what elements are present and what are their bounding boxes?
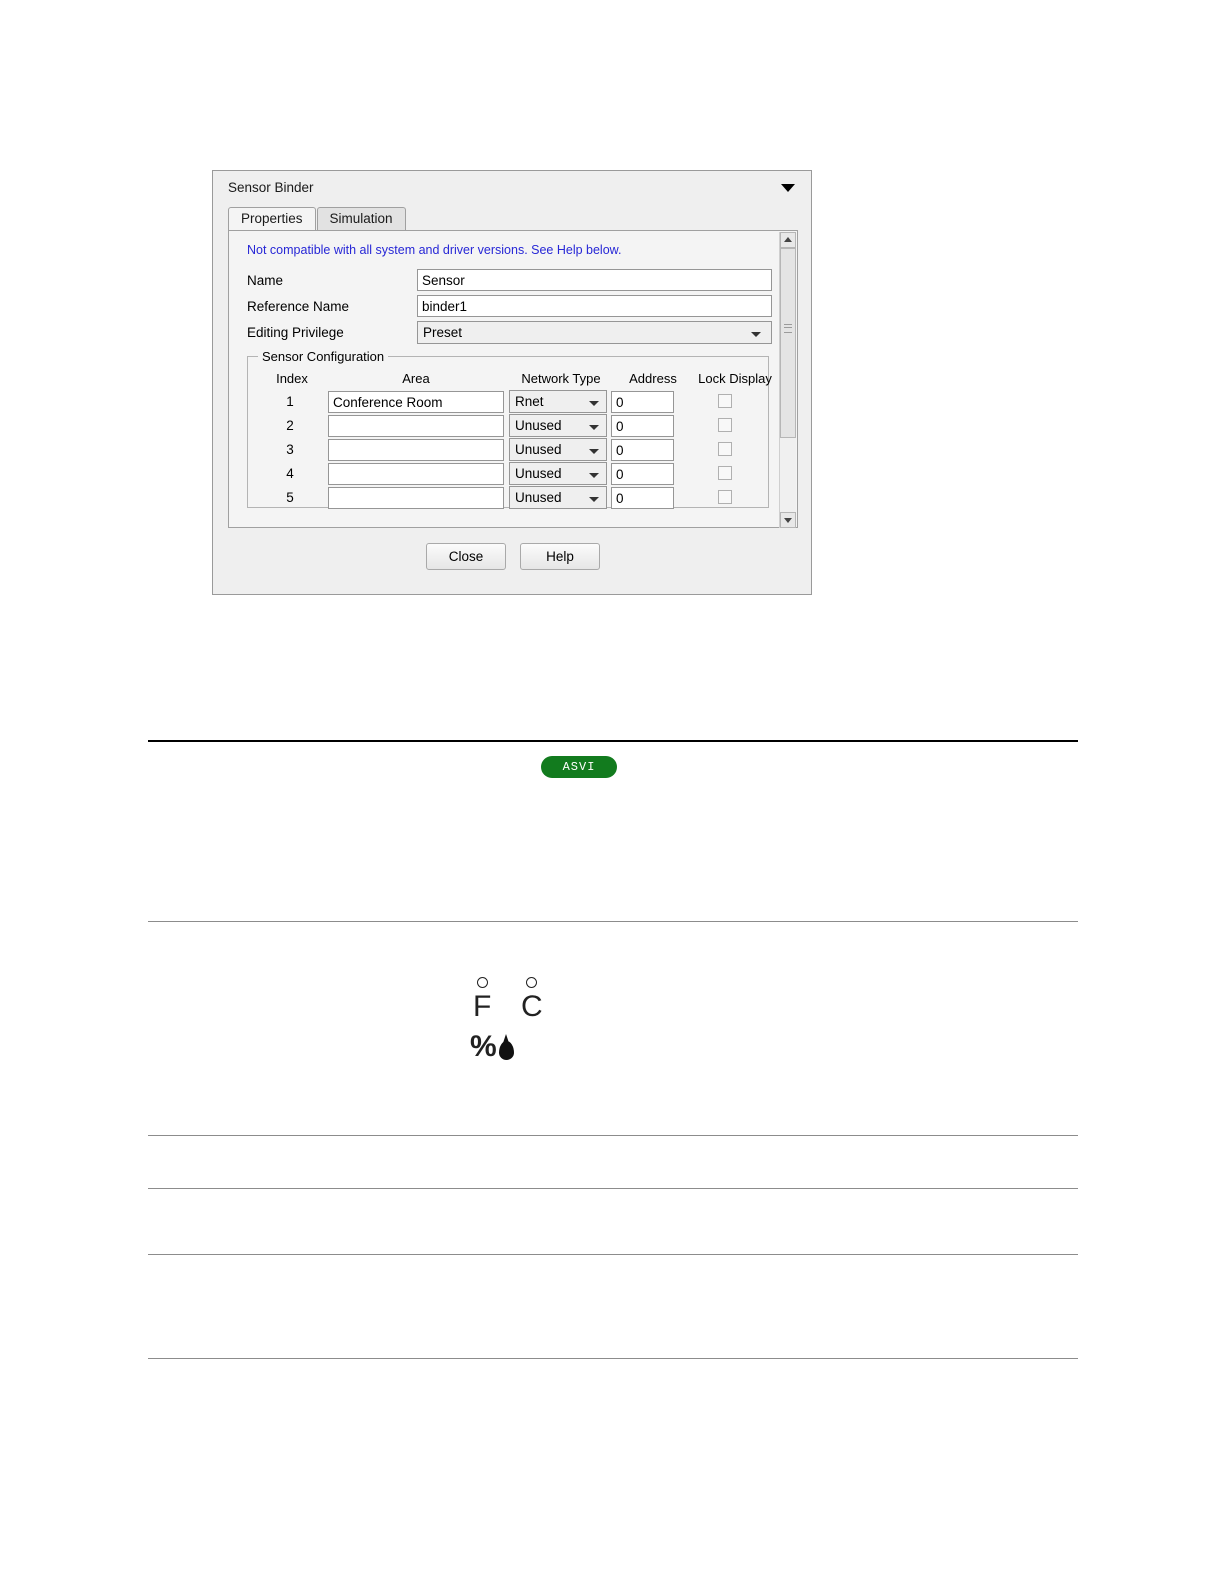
chevron-down-icon bbox=[589, 401, 599, 406]
chevron-down-icon[interactable] bbox=[781, 184, 795, 192]
chevron-down-icon bbox=[589, 473, 599, 478]
degree-ring-icon-f bbox=[477, 977, 488, 988]
percent-glyph: % bbox=[470, 1030, 497, 1063]
lock-display-checkbox[interactable] bbox=[718, 466, 732, 480]
table-row bbox=[248, 487, 768, 509]
network-type-value: Unused bbox=[515, 442, 562, 457]
table-row bbox=[248, 391, 768, 413]
lock-display-checkbox[interactable] bbox=[718, 418, 732, 432]
address-input[interactable] bbox=[611, 391, 674, 413]
help-button[interactable]: Help bbox=[520, 543, 600, 570]
row-index: 5 bbox=[286, 490, 294, 505]
fahrenheit-glyph: F bbox=[473, 990, 492, 1023]
dialog-title-bar bbox=[213, 171, 811, 205]
column-header-index: Index bbox=[276, 371, 308, 386]
area-input[interactable] bbox=[328, 463, 504, 485]
chevron-down-icon bbox=[751, 332, 761, 337]
sensor-configuration-title: Sensor Configuration bbox=[258, 349, 388, 364]
network-type-select[interactable] bbox=[509, 390, 607, 413]
editing-privilege-value: Preset bbox=[423, 324, 463, 340]
divider-5 bbox=[148, 1358, 1078, 1359]
network-type-select[interactable] bbox=[509, 486, 607, 509]
lock-display-checkbox[interactable] bbox=[718, 442, 732, 456]
chevron-down-icon bbox=[589, 497, 599, 502]
divider-3 bbox=[148, 1188, 1078, 1189]
sensor-binder-dialog bbox=[212, 170, 812, 595]
network-type-value: Unused bbox=[515, 490, 562, 505]
triangle-down-icon bbox=[784, 518, 792, 523]
area-input[interactable] bbox=[328, 391, 504, 413]
address-input[interactable] bbox=[611, 439, 674, 461]
scroll-up-button[interactable] bbox=[780, 232, 796, 248]
name-input[interactable] bbox=[417, 269, 772, 291]
reference-name-input[interactable] bbox=[417, 295, 772, 317]
reference-name-row bbox=[247, 295, 772, 317]
chevron-down-icon bbox=[589, 425, 599, 430]
network-type-value: Unused bbox=[515, 466, 562, 481]
row-index: 1 bbox=[286, 394, 294, 409]
address-input[interactable] bbox=[611, 463, 674, 485]
network-type-select[interactable] bbox=[509, 462, 607, 485]
divider-2 bbox=[148, 1135, 1078, 1136]
column-header-network-type: Network Type bbox=[521, 371, 601, 386]
properties-panel bbox=[228, 230, 798, 528]
scrollbar-thumb[interactable] bbox=[780, 248, 796, 438]
row-index: 3 bbox=[286, 442, 294, 457]
address-input[interactable] bbox=[611, 415, 674, 437]
editing-privilege-row bbox=[247, 321, 772, 343]
divider-4 bbox=[148, 1254, 1078, 1255]
degree-ring-icon-c bbox=[526, 977, 537, 988]
dialog-title: Sensor Binder bbox=[228, 180, 314, 195]
scroll-down-button[interactable] bbox=[780, 512, 796, 528]
area-input[interactable] bbox=[328, 487, 504, 509]
table-row bbox=[248, 439, 768, 461]
chevron-down-icon bbox=[589, 449, 599, 454]
tab-properties[interactable] bbox=[228, 207, 316, 230]
tab-properties-label: Properties bbox=[241, 211, 303, 226]
column-header-address: Address bbox=[629, 371, 677, 386]
table-row bbox=[248, 463, 768, 485]
tab-simulation-label: Simulation bbox=[329, 211, 393, 226]
network-type-value: Rnet bbox=[515, 394, 544, 409]
name-label: Name bbox=[247, 272, 284, 288]
celsius-glyph: C bbox=[521, 990, 543, 1023]
network-type-select[interactable] bbox=[509, 414, 607, 437]
network-type-value: Unused bbox=[515, 418, 562, 433]
triangle-up-icon bbox=[784, 237, 792, 242]
sensor-configuration-group bbox=[247, 349, 772, 508]
network-type-select[interactable] bbox=[509, 438, 607, 461]
row-index: 2 bbox=[286, 418, 294, 433]
table-row bbox=[248, 415, 768, 437]
divider-1 bbox=[148, 921, 1078, 922]
lock-display-checkbox[interactable] bbox=[718, 394, 732, 408]
compatibility-warning: Not compatible with all system and driver versions. See Help below. bbox=[247, 243, 622, 257]
dialog-button-row bbox=[213, 543, 813, 570]
panel-scrollbar[interactable] bbox=[779, 232, 796, 528]
name-row bbox=[247, 269, 772, 291]
divider-top bbox=[148, 740, 1078, 742]
area-input[interactable] bbox=[328, 415, 504, 437]
tab-strip bbox=[228, 206, 407, 230]
column-header-lock-display: Lock Display bbox=[698, 371, 772, 386]
tab-simulation[interactable] bbox=[317, 207, 406, 230]
editing-privilege-select[interactable] bbox=[417, 321, 772, 344]
scrollbar-grip-icon bbox=[784, 324, 792, 333]
area-input[interactable] bbox=[328, 439, 504, 461]
asvi-badge: ASVI bbox=[541, 756, 617, 778]
lock-display-checkbox[interactable] bbox=[718, 490, 732, 504]
row-index: 4 bbox=[286, 466, 294, 481]
column-header-area: Area bbox=[402, 371, 430, 386]
editing-privilege-label: Editing Privilege bbox=[247, 324, 344, 340]
water-drop-icon bbox=[499, 1041, 514, 1060]
address-input[interactable] bbox=[611, 487, 674, 509]
close-button[interactable]: Close bbox=[426, 543, 506, 570]
reference-name-label: Reference Name bbox=[247, 298, 350, 314]
